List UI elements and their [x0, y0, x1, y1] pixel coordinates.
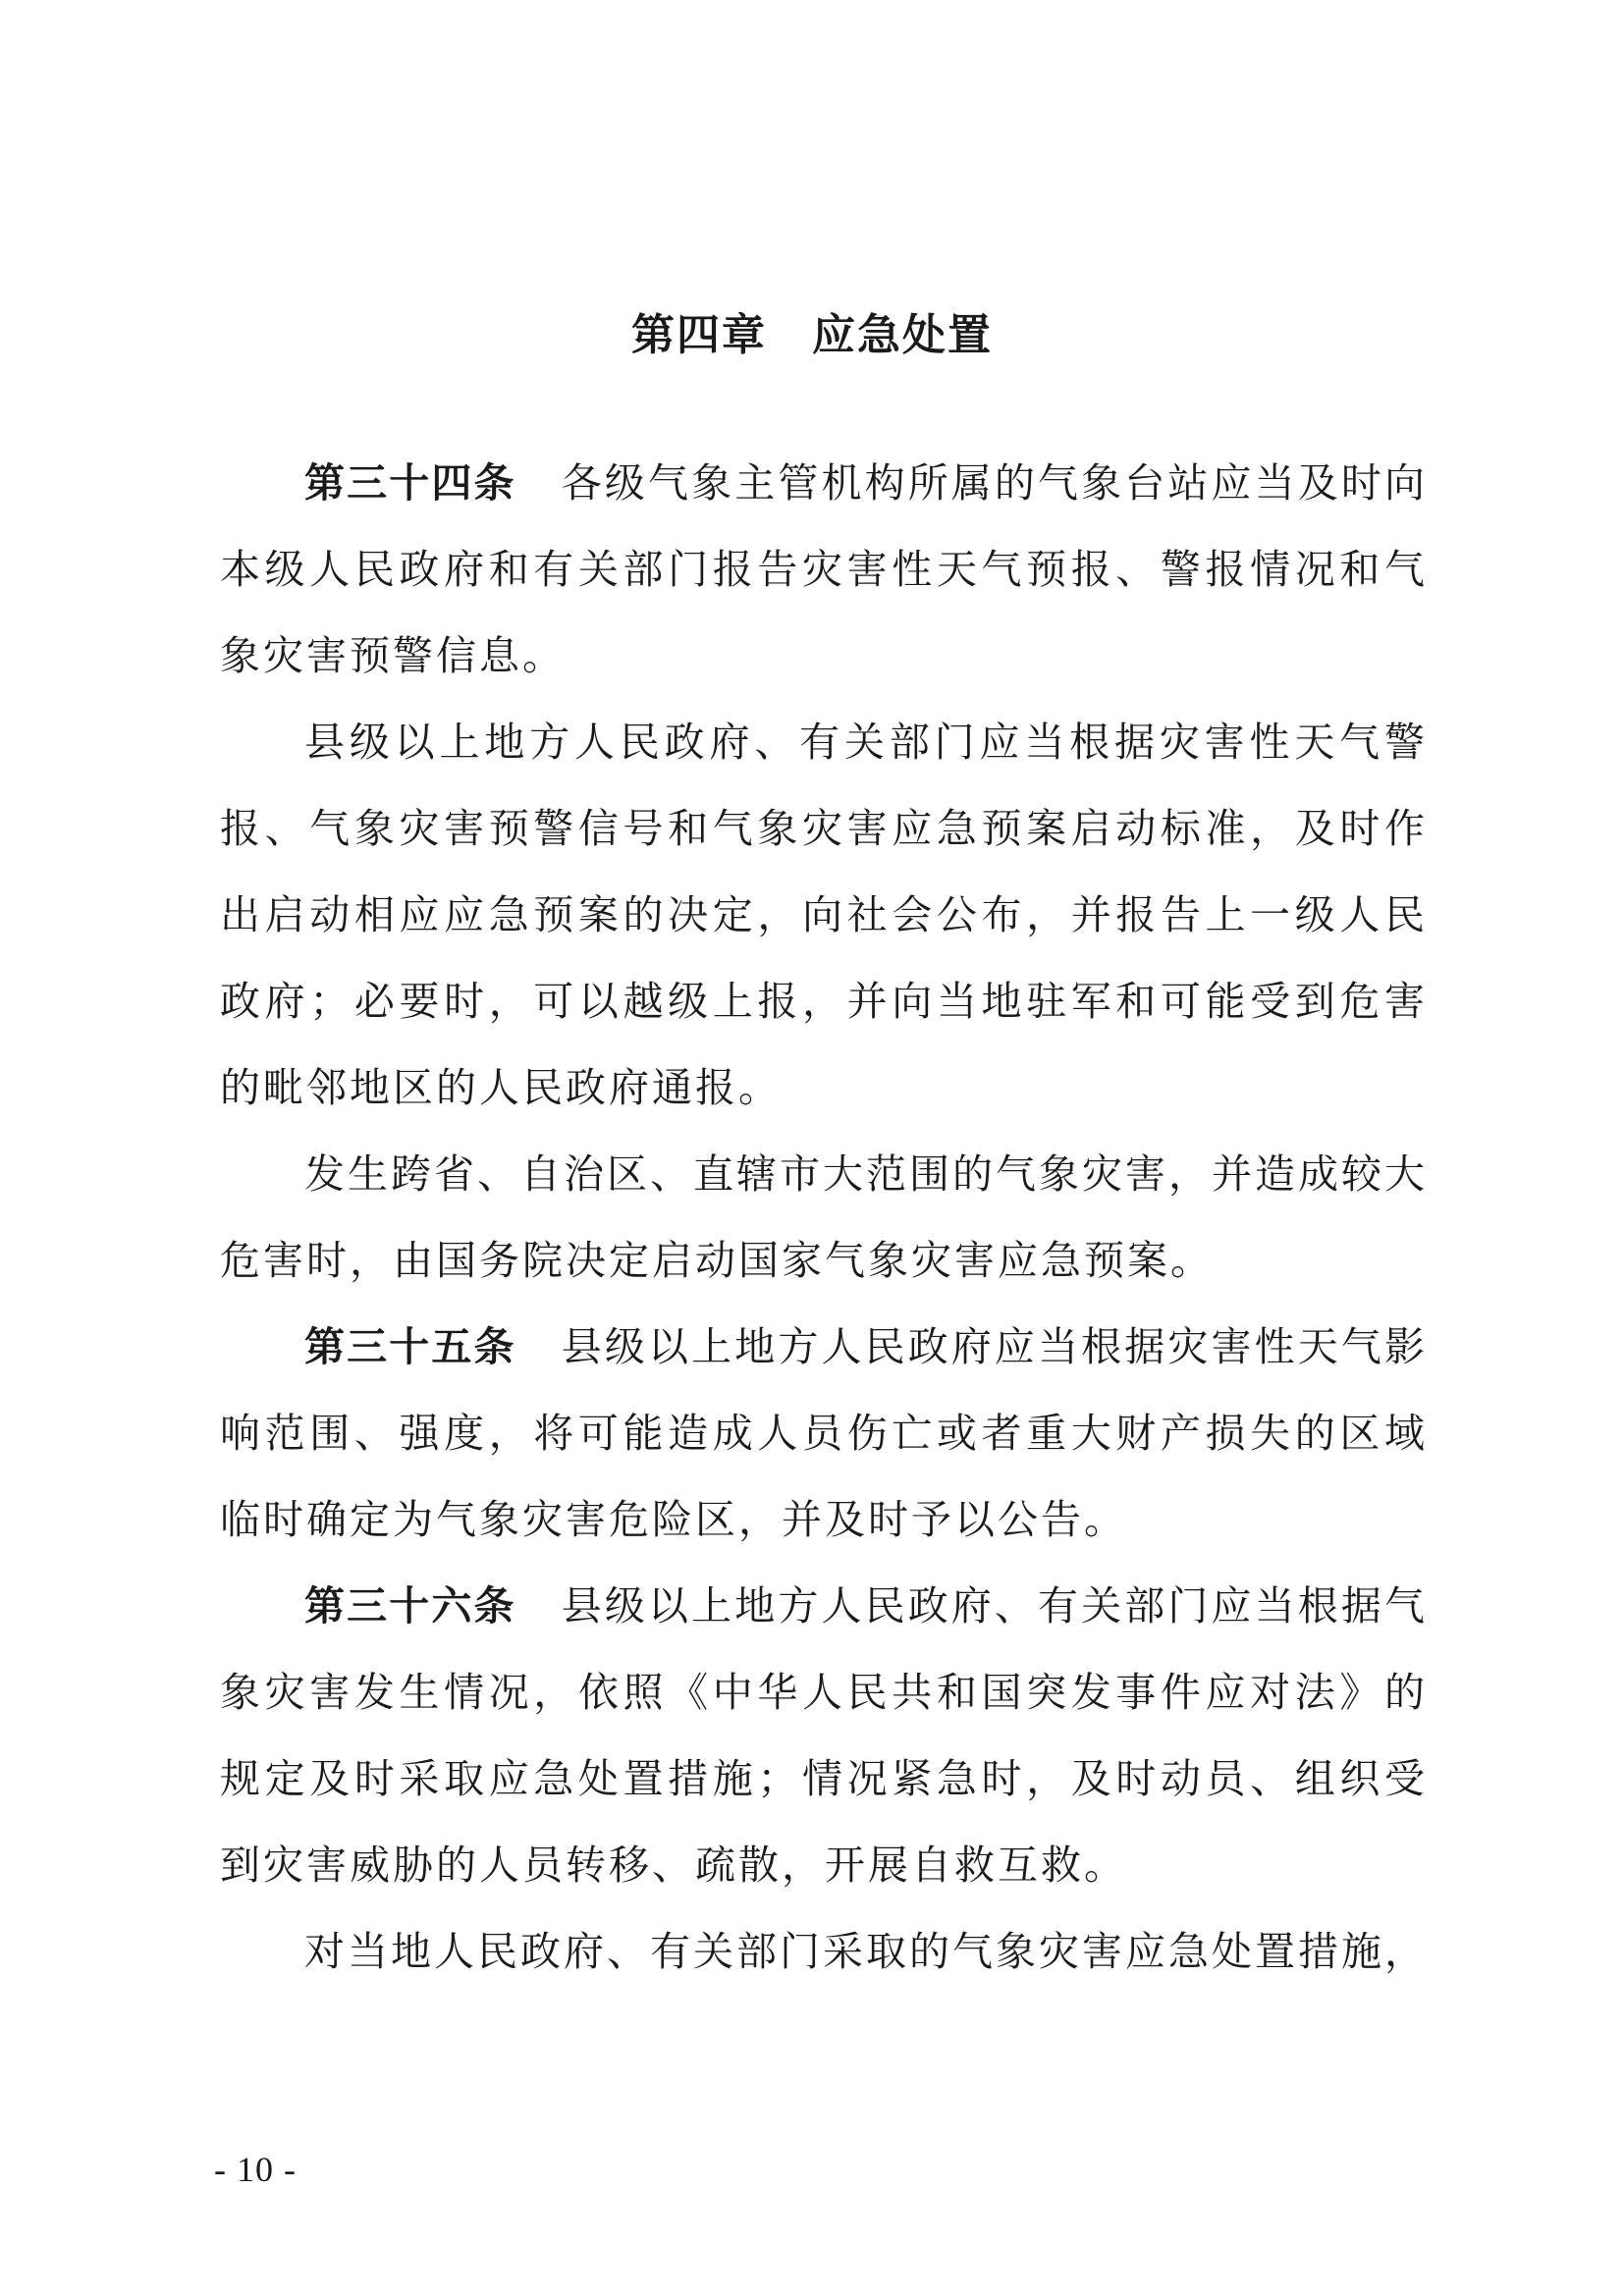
- paragraph-state-council: [220, 1131, 1428, 1304]
- article-label-35: 第三十五条: [304, 1323, 516, 1370]
- page-number: - 10 -: [214, 2150, 297, 2189]
- paragraph-text: 对当地人民政府、有关部门采取的气象灾害应急处置措施，: [304, 1928, 1428, 1975]
- article-label-36: 第三十六条: [304, 1582, 516, 1629]
- paragraph-text: 县级以上地方人民政府、有关部门应当根据气象灾害发生情况，依照《中华人民共和国突发事件应对法》的规定及时采取应急处置措施；情况紧急时，及时动员、组织受到灾害威胁的人员转移、疏散，开展自救互救。: [220, 1582, 1429, 1889]
- paragraph-text: 县级以上地方人民政府、有关部门应当根据灾害性天气警报、气象灾害预警信号和气象灾害应急预案启动标准，及时作出启动相应应急预案的决定，向社会公布，并报告上一级人民政府；必要时，可以越级上报，并向当地驻军和可能受到危害的毗邻地区的人民政府通报。: [220, 719, 1428, 1111]
- paragraph-continued: [220, 1908, 1428, 1995]
- paragraph-text: 县级以上地方人民政府应当根据灾害性天气影响范围、强度，将可能造成人员伤亡或者重大财产损失的区域临时确定为气象灾害危险区，并及时予以公告。: [220, 1323, 1429, 1543]
- paragraph-text: 各级气象主管机构所属的气象台站应当及时向本级人民政府和有关部门报告灾害性天气预报、警报情况和气象灾害预警信息。: [220, 459, 1429, 679]
- article-label-34: 第三十四条: [304, 459, 516, 507]
- body-text: [220, 440, 1428, 1995]
- paragraph-article-36: [220, 1563, 1428, 1908]
- paragraph-text: 发生跨省、自治区、直辖市大范围的气象灾害，并造成较大危害时，由国务院决定启动国家气象灾害应急预案。: [220, 1150, 1428, 1284]
- paragraph-article-35: [220, 1304, 1428, 1563]
- paragraph-emergency-plan: [220, 699, 1428, 1131]
- chapter-title: 第四章 应急处置: [631, 310, 993, 360]
- paragraph-article-34: [220, 440, 1428, 699]
